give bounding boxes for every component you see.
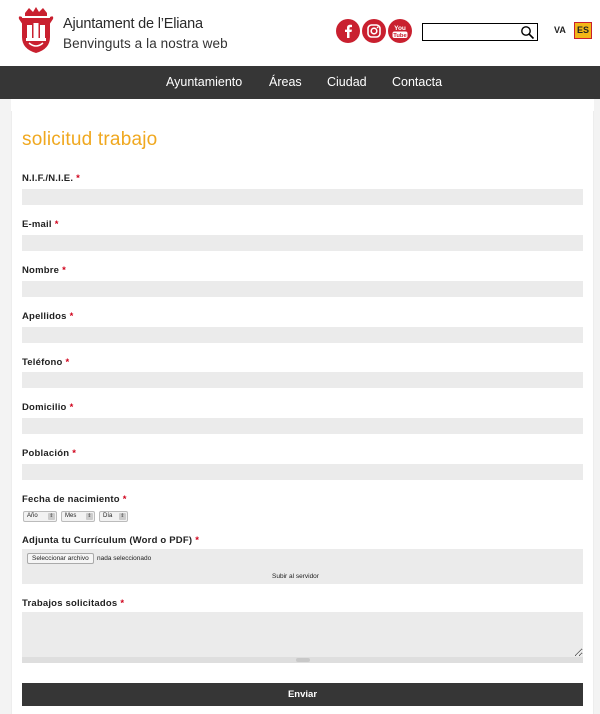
nav-item-contacta[interactable]: Contacta <box>392 75 443 89</box>
field-label-telefono: Teléfono * <box>22 357 70 368</box>
required-mark: * <box>120 598 125 609</box>
birth-day-select[interactable]: Día ⇕ <box>99 511 128 522</box>
required-mark: * <box>54 219 59 230</box>
instagram-icon[interactable] <box>362 19 386 43</box>
choose-file-button[interactable]: Seleccionar archivo <box>27 553 94 564</box>
nombre-input[interactable] <box>22 281 583 297</box>
field-label-birthdate: Fecha de nacimiento * <box>22 494 127 505</box>
required-mark: * <box>69 311 74 322</box>
required-mark: * <box>76 173 81 184</box>
birth-month-select[interactable]: Mes ⇕ <box>61 511 95 522</box>
youtube-label-top: You <box>394 25 406 32</box>
search-input[interactable] <box>425 25 517 39</box>
site-title[interactable]: Ajuntament de l’Eliana <box>63 16 203 32</box>
nif-input[interactable] <box>22 189 583 205</box>
domicilio-input[interactable] <box>22 418 583 434</box>
youtube-icon[interactable] <box>388 19 412 43</box>
required-mark: * <box>195 535 200 546</box>
main-navigation <box>0 66 600 99</box>
select-arrows-icon: ⇕ <box>120 513 125 519</box>
no-file-selected-text: nada seleccionado <box>97 555 152 562</box>
select-arrows-icon: ⇕ <box>49 513 54 519</box>
page-background-left <box>0 99 11 714</box>
field-label-domicilio: Domicilio * <box>22 402 74 413</box>
field-label-nombre: Nombre * <box>22 265 67 276</box>
apellidos-input[interactable] <box>22 327 583 343</box>
field-label-cv-upload: Adjunta tu Currículum (Word o PDF) * <box>22 535 200 546</box>
poblacion-input[interactable] <box>22 464 583 480</box>
field-label-apellidos: Apellidos * <box>22 311 74 322</box>
search-box[interactable] <box>422 23 538 41</box>
field-label-nif: N.I.F./N.I.E. * <box>22 173 81 184</box>
required-mark: * <box>72 448 77 459</box>
telefono-input[interactable] <box>22 372 583 388</box>
language-va-link[interactable]: VA <box>554 25 566 35</box>
language-es-link[interactable]: ES <box>574 22 592 39</box>
page-background-right <box>594 99 600 714</box>
scrollbar-thumb[interactable] <box>296 658 310 662</box>
upload-to-server-button[interactable]: Subir al servidor <box>272 573 319 580</box>
site-header <box>0 0 600 66</box>
page-title: solicitud trabajo <box>22 129 158 150</box>
field-label-trabajos: Trabajos solicitados * <box>22 598 125 609</box>
facebook-icon[interactable] <box>336 19 360 43</box>
nav-item-areas[interactable]: Áreas <box>269 75 302 89</box>
required-mark: * <box>122 494 127 505</box>
required-mark: * <box>69 402 74 413</box>
field-label-poblacion: Población * <box>22 448 77 459</box>
submit-button[interactable]: Enviar <box>22 683 583 706</box>
nav-item-ciudad[interactable]: Ciudad <box>327 75 367 89</box>
select-arrows-icon: ⇕ <box>87 513 92 519</box>
trabajos-textarea[interactable] <box>22 612 583 657</box>
birth-year-select[interactable]: Año ⇕ <box>23 511 57 522</box>
field-label-email: E-mail * <box>22 219 59 230</box>
search-icon[interactable] <box>520 25 535 40</box>
city-coat-of-arms-logo[interactable] <box>17 5 55 55</box>
youtube-label-bottom: Tube <box>393 33 407 39</box>
site-subtitle: Benvinguts a la nostra web <box>63 36 228 51</box>
required-mark: * <box>62 265 67 276</box>
required-mark: * <box>65 357 70 368</box>
nav-item-ayuntamiento[interactable]: Ayuntamiento <box>166 75 243 89</box>
email-input[interactable] <box>22 235 583 251</box>
